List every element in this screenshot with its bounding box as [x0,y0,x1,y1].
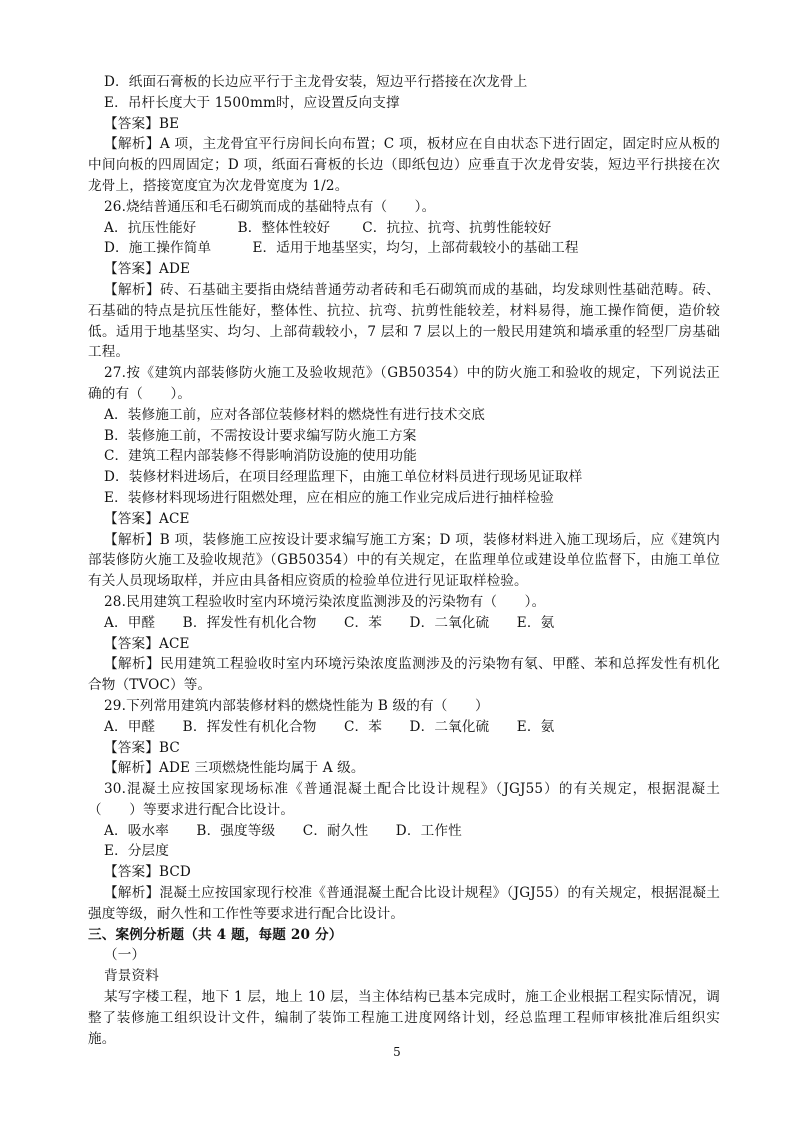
option-line: C．建筑工程内部装修不得影响消防设施的使用功能 [104,448,417,465]
analysis-paragraph: 【解析】B 项，装修施工应按设计要求编写施工方案；D 项，装修材料进入施工现场后，应《建筑内部装修防火施工及验收规范》（GB50354）中的有关规定，在监理单位或建设单位监督下，由施工单位有关人员现场取样，并应由具备相应资质的检验单位进行见证取样检验。 [88,531,720,590]
answer-line: 【答案】BCD [104,864,191,881]
answer-line: 【答案】ACE [104,635,190,652]
answer-line: 【答案】BC [104,739,180,756]
question-26: 26.烧结普通压和毛石砌筑而成的基础特点有（ ）。 [104,198,436,215]
answer-line: 【答案】BE [104,115,180,132]
case-number: （一） [104,947,146,964]
question-29: 29.下列常用建筑内部装修材料的燃烧性能为 B 级的有（ ） [104,697,489,714]
option-line: E．分层度 [104,843,170,860]
question-30: 30.混凝土应按国家现场标准《普通混凝土配合比设计规程》（JGJ55）的有关规定，根据混凝土（ ）等要求进行配合比设计。 [88,781,720,818]
background-heading: 背景资料 [104,968,159,985]
option-line: E．吊杆长度大于 1500mm时，应设置反向支撑 [104,94,400,111]
option-line: D．施工操作简单 E．适用于地基坚实，均匀，上部荷载较小的基础工程 [104,240,579,257]
analysis-paragraph: 【解析】混凝土应按国家现行校准《普通混凝土配合比设计规程》（JGJ55）的有关规定，根据混凝土强度等级，耐久性和工作性等要求进行配合比设计。 [88,885,720,922]
background-paragraph: 某写字楼工程，地下 1 层，地上 10 层，当主体结构已基本完成时，施工企业根据工程实际情况，调整了装修施工组织设计文件，编制了装饰工程施工进度网络计划，经总监理工程师审核批准后组织实施。 [88,989,720,1047]
option-line: E．装修材料现场进行阻燃处理，应在相应的施工作业完成后进行抽样检验 [104,489,554,506]
analysis-paragraph: 【解析】A 项，主龙骨宜平行房间长向布置；C 项，板材应在自由状态下进行固定，固定时应从板的中间向板的四周固定；D 项，纸面石膏板的长边（即纸包边）应垂直于次龙骨安装，短边平行拱接在次龙骨上，搭接宽度宜为次龙骨宽度为 1/2。 [88,136,720,194]
option-line: A．甲醛 B．挥发性有机化合物 C．苯 D．二氧化硫 E．氨 [104,718,555,735]
analysis-paragraph: 【解析】砖、石基础主要指由烧结普通劳动者砖和毛石砌筑而成的基础，均发球则性基础范畴。砖、石基础的特点是抗压性能好，整体性、抗拉、抗弯、抗剪性能较差，材料易得，施工操作简便，造价较低。适用于地基坚实、均匀、上部荷载较小，7 层和 7 层以上的一般民用建筑和墙承重的轻型厂房基础工程。 [88,281,720,361]
analysis-paragraph: 【解析】民用建筑工程验收时室内环境污染浓度监测涉及的污染物有氡、甲醛、苯和总挥发性有机化合物（TVOC）等。 [88,656,720,694]
section-heading: 三、案例分析题（共 4 题，每题 20 分） [88,926,343,943]
option-line: A．装修施工前，应对各部位装修材料的燃烧性有进行技术交底 [104,406,486,423]
option-line: A．吸水率 B．强度等级 C．耐久性 D．工作性 [104,822,462,839]
option-line: A．甲醛 B．挥发性有机化合物 C．苯 D．二氧化硫 E．氨 [104,614,555,631]
answer-line: 【答案】ADE [104,261,191,278]
option-line: B．装修施工前，不需按设计要求编写防火施工方案 [104,427,417,444]
option-line: A．抗压性能好 B．整体性较好 C．抗拉、抗弯、抗剪性能较好 [104,219,552,236]
question-28: 28.民用建筑工程验收时室内环境污染浓度监测涉及的污染物有（ ）。 [104,593,546,610]
document-body [88,72,720,1049]
option-line: D．装修材料进场后，在项目经理监理下，由施工单位材料员进行现场见证取样 [104,469,583,486]
analysis-line: 【解析】ADE 三项燃烧性能均属于 A 级。 [104,760,365,777]
answer-line: 【答案】ACE [104,510,190,527]
option-line: D．纸面石膏板的长边应平行于主龙骨安装，短边平行搭接在次龙骨上 [104,74,528,90]
question-27: 27.按《建筑内部装修防火施工及验收规范》（GB50354）中的防火施工和验收的规定，下列说法正确的有（ ）。 [88,365,720,402]
page-number: 5 [393,1045,401,1059]
